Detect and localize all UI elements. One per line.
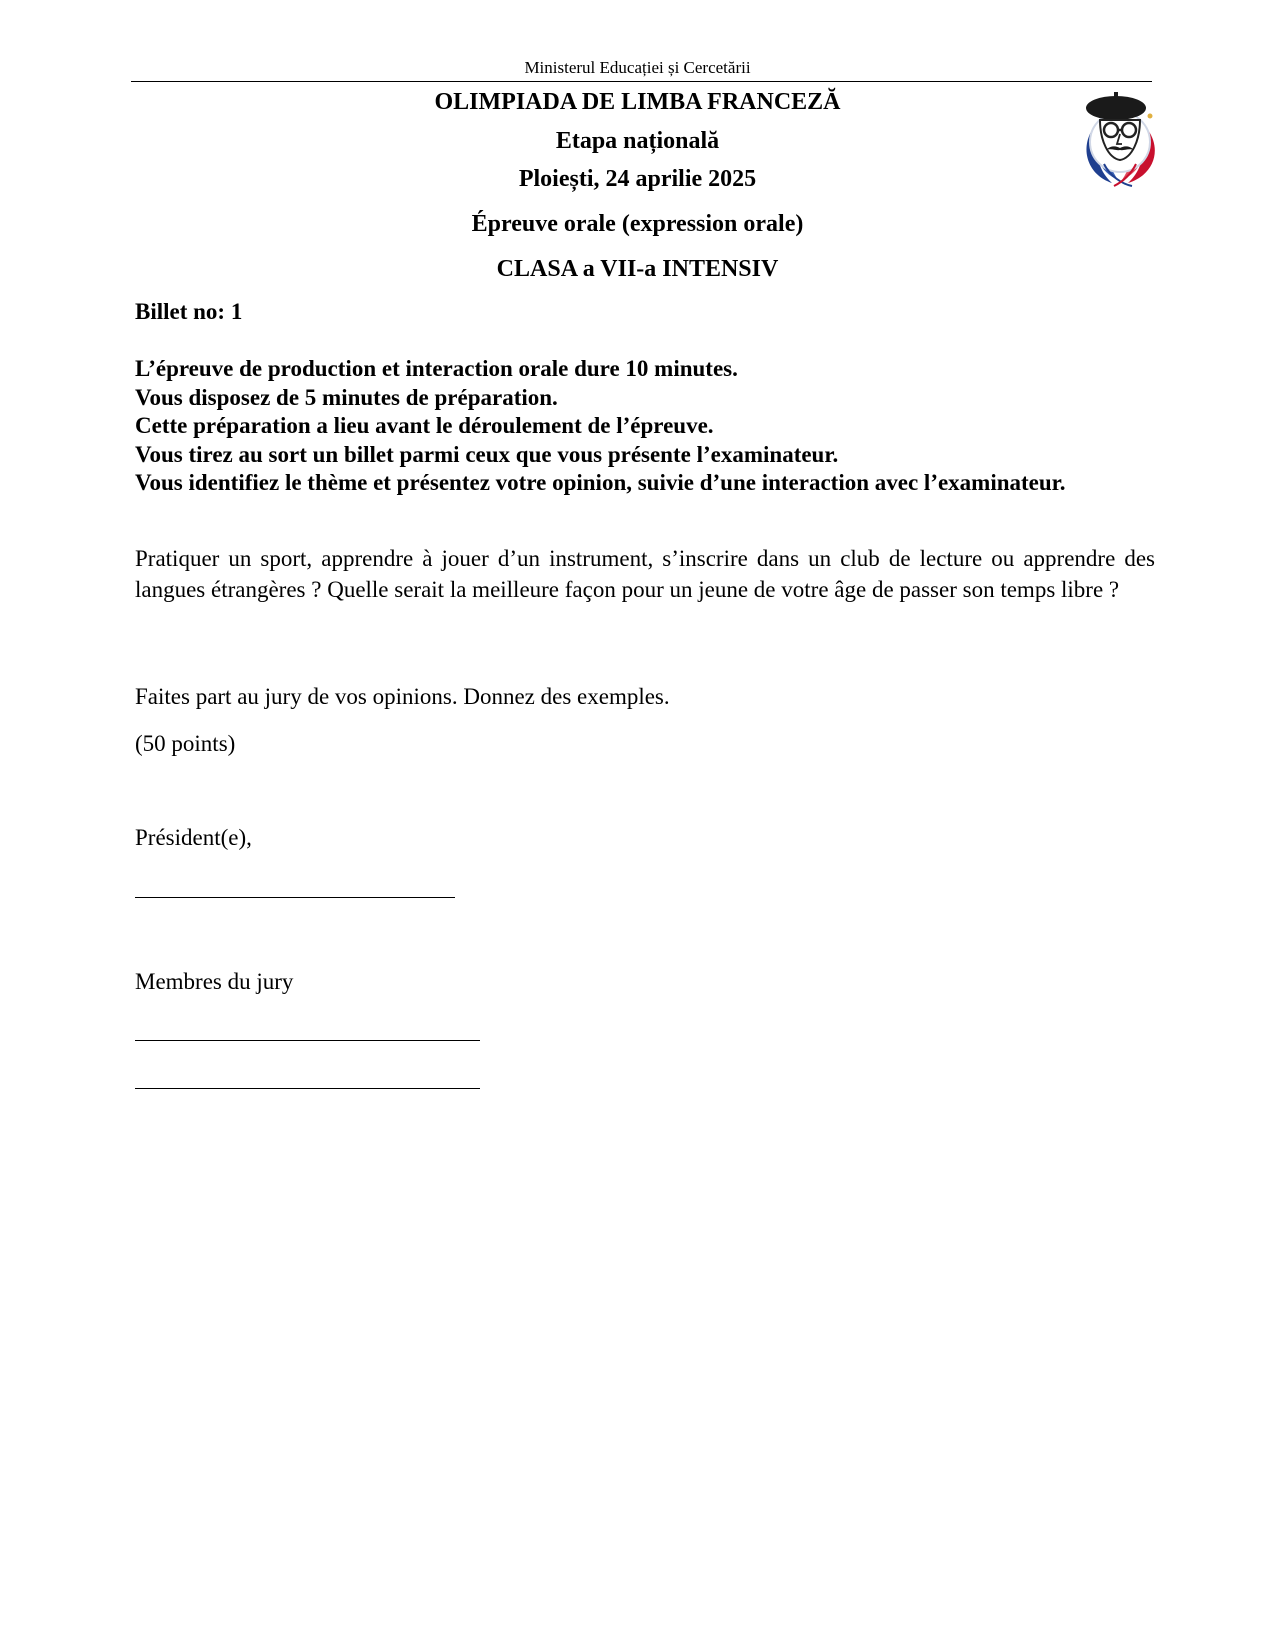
instruction-line: Vous tirez au sort un billet parmi ceux que vous présente l’examinateur. [135,441,839,467]
points-value: (50 points) [135,731,236,756]
class-title: CLASA a VII-a INTENSIV [496,256,779,282]
jury-signature-line [135,1040,480,1041]
place-date: Ploiești, 24 aprilie 2025 [518,166,757,192]
jury-signature-line [135,1088,480,1089]
ticket-number: Billet no: 1 [135,299,243,324]
exam-title: Épreuve orale (expression orale) [471,211,804,237]
instruction-line: Vous identifiez le thème et présentez votre opinion, suivie d’une interaction avec l’examinateur. [135,470,1066,496]
instruction-line: Cette préparation a lieu avant le déroulement de l’épreuve. [135,413,714,439]
header-rule [131,81,1152,82]
stage-title: Etapa națională [555,128,720,154]
ministry-header: Ministerul Educației și Cercetării [524,58,751,77]
instruction-line: L’épreuve de production et interaction orale dure 10 minutes. [135,356,738,381]
olympiad-title: OLIMPIADA DE LIMBA FRANCEZĂ [434,89,841,115]
instructions [135,355,1066,498]
president-signature-line [135,897,455,898]
prompt-question: Pratiquer un sport, apprendre à jouer d’un instrument, s’inscrire dans un club de lecture ou apprendre des langues étrangères ? Quelle serait la meilleure façon pour un jeune de votre âge de passer son temps libre ? [135,546,1155,602]
instruction-line: Vous disposez de 5 minutes de préparation. [135,384,558,410]
president-label: Président(e), [135,825,252,850]
jury-label: Membres du jury [135,969,294,994]
prompt-task: Faites part au jury de vos opinions. Donnez des exemples. [135,684,670,709]
